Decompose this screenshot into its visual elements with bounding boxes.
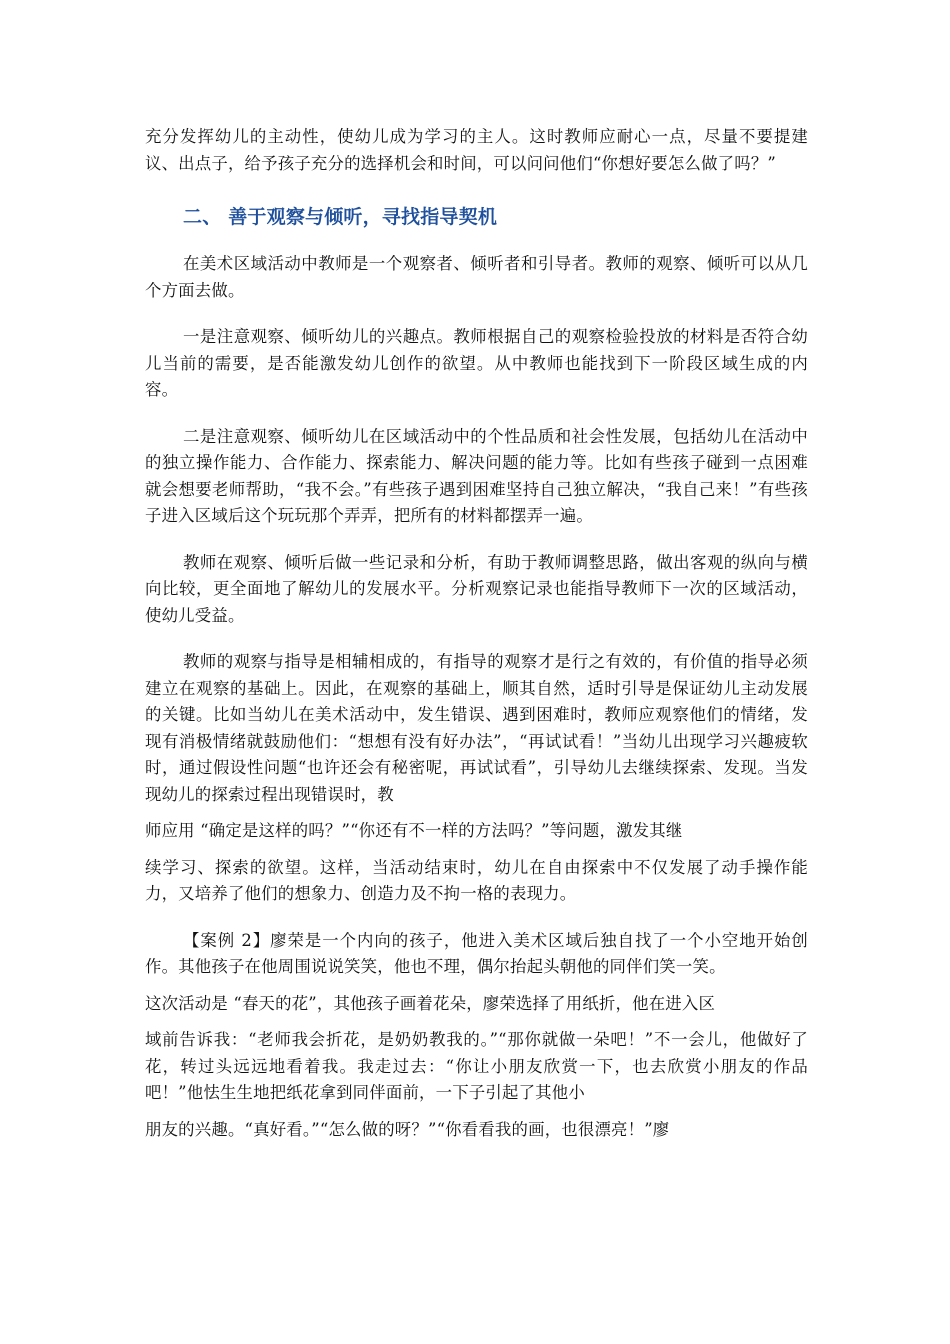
case-paragraph: 【案例 2】廖荣是一个内向的孩子，他进入美术区域后独自找了一个小空地开始创作。其他孩子在他周围说说笑笑，他也不理，偶尔抬起头朝他的同伴们笑一笑。 [145, 930, 808, 976]
paragraph-observation-guidance-cont: 师应用 “确定是这样的吗？”“你还有不一样的方法吗？”等问题，激发其继 [145, 821, 683, 840]
document-page [145, 124, 808, 1143]
paragraph-observer-role: 在美术区域活动中教师是一个观察者、倾听者和引导者。教师的观察、倾听可以从几个方面去做。 [145, 254, 808, 300]
paragraph-personal-qualities: 二是注意观察、倾听幼儿在区域活动中的个性品质和社会性发展，包括幼儿在活动中的独立操作能力、合作能力、探索能力、解决问题的能力等。比如有些孩子碰到一点困难就会想要老师帮助，“我不会。”有些孩子遇到困难坚持自己独立解决，“我自己来！”有些孩子进入区域后这个玩玩那个弄弄，把所有的材料都摆弄一遍。 [145, 426, 808, 525]
paragraph-observation-guidance-end: 续学习、探索的欲望。这样，当活动结束时，幼儿在自由探索中不仅发展了动手操作能力，又培养了他们的想象力、创造力及不拘一格的表现力。 [145, 857, 808, 903]
paragraph-observation-guidance: 教师的观察与指导是相辅相成的，有指导的观察才是行之有效的，有价值的指导必须建立在观察的基础上。因此，在观察的基础上，顺其自然，适时引导是保证幼儿主动发展的关键。比如当幼儿在美术活动中，发生错误、遇到困难时，教师应观察他们的情绪，发现有消极情绪就鼓励他们：“想想有没有好办法”，“再试试看！”当幼儿出现学习兴趣疲软时，通过假设性问题“也许还会有秘密呢，再试试看”，引导幼儿去继续探索、发现。当发现幼儿的探索过程出现错误时，教 [145, 652, 808, 804]
case-paragraph-line4: 朋友的兴趣。“真好看。”“怎么做的呀？”“你看看我的画，也很漂亮！”廖 [145, 1119, 670, 1139]
case-paragraph-line2: 这次活动是 “春天的花”，其他孩子画着花朵，廖荣选择了用纸折，他在进入区 [145, 993, 716, 1013]
paragraph-intro: 充分发挥幼儿的主动性，使幼儿成为学习的主人。这时教师应耐心一点，尽量不要提建议、出点子，给予孩子充分的选择机会和时间，可以问问他们“你想好要怎么做了吗？” [145, 127, 808, 173]
paragraph-records-analysis: 教师在观察、倾听后做一些记录和分析，有助于教师调整思路，做出客观的纵向与横向比较，更全面地了解幼儿的发展水平。分析观察记录也能指导教师下一次的区域活动，使幼儿受益。 [145, 552, 808, 625]
paragraph-interest-points: 一是注意观察、倾听幼儿的兴趣点。教师根据自己的观察检验投放的材料是否符合幼儿当前的需要，是否能激发幼儿创作的欲望。从中教师也能找到下一阶段区域生成的内容。 [145, 327, 808, 399]
section-heading: 二、 善于观察与倾听，寻找指导契机 [183, 206, 498, 228]
case-paragraph-line3: 域前告诉我：“老师我会折花，是奶奶教我的。”“那你就做一朵吧！”不一会儿，他做好了花，转过头远远地看着我。我走过去：“你让小朋友欣赏一下，也去欣赏小朋友的作品吧！”他怯生生地把纸花拿到同伴面前，一下子引起了其他小 [145, 1030, 808, 1102]
